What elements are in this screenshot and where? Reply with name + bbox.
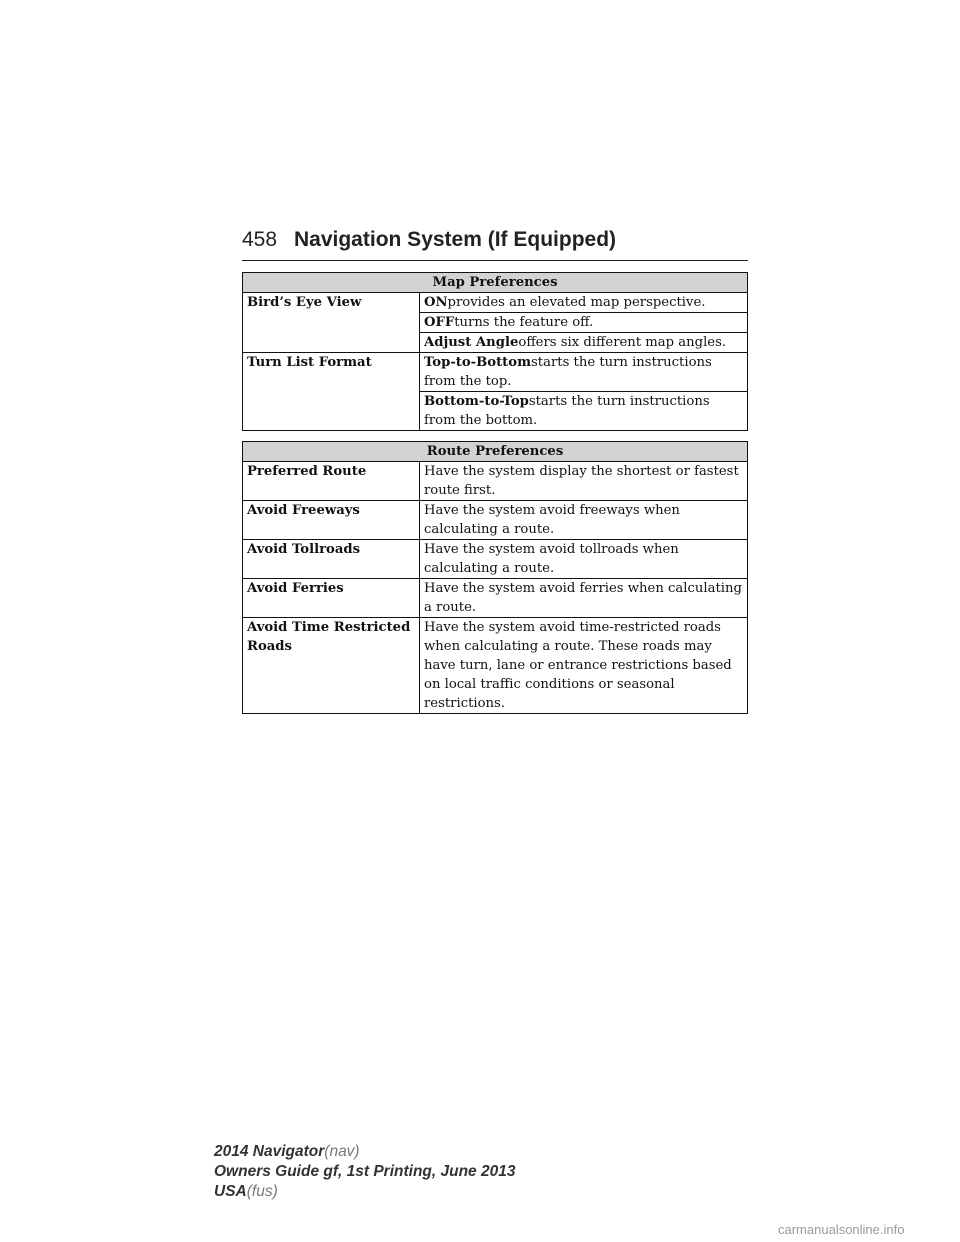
avoid-freeways-description: Have the system avoid freeways when calculating a route. [420,501,748,540]
page-number: 458 [242,228,278,251]
page-header [242,228,748,261]
turn-list-bottom-to-top-option: Bottom-to-Topstarts the turn instructions from the bottom. [420,392,748,431]
avoid-ferries-description: Have the system avoid ferries when calculating a route. [420,579,748,618]
table-row [243,579,748,618]
turn-list-top-to-bottom-option: Top-to-Bottomstarts the turn instructions from the top. [420,353,748,392]
map-preferences-heading: Map Preferences [243,273,748,293]
route-preferences-table [242,441,748,714]
preferred-route-description: Have the system display the shortest or fastest route first. [420,462,748,501]
avoid-time-restricted-roads-description: Have the system avoid time-restricted roads when calculating a route. These roads may have turn, lane or entrance restrictions based on local traffic conditions or seasonal restrictions. [420,618,748,714]
footer-line-model: 2014 Navigator(nav) [214,1143,360,1160]
avoid-time-restricted-roads-label: Avoid Time Restricted Roads [243,618,420,714]
watermark: carmanualsonline.info [778,1222,905,1237]
table-row [243,462,748,501]
birds-eye-off-option: OFFturns the feature off. [420,313,748,333]
table-row [243,540,748,579]
avoid-tollroads-description: Have the system avoid tollroads when calculating a route. [420,540,748,579]
avoid-freeways-label: Avoid Freeways [243,501,420,540]
table-row [243,618,748,714]
route-preferences-heading: Route Preferences [243,442,748,462]
map-preferences-table [242,272,748,431]
table-row [243,501,748,540]
avoid-tollroads-label: Avoid Tollroads [243,540,420,579]
birds-eye-adjust-angle-option: Adjust Angleoffers six different map angles. [420,333,748,353]
avoid-ferries-label: Avoid Ferries [243,579,420,618]
page-title: Navigation System (If Equipped) [294,228,617,251]
turn-list-format-label: Turn List Format [243,353,420,431]
footer-line-region: USA(fus) [214,1183,278,1200]
footer-line-printing: Owners Guide gf, 1st Printing, June 2013 [214,1163,516,1180]
birds-eye-on-option: ONprovides an elevated map perspective. [420,293,748,313]
birds-eye-view-label: Bird’s Eye View [243,293,420,353]
print-footer [214,1142,515,1202]
preferred-route-label: Preferred Route [243,462,420,501]
